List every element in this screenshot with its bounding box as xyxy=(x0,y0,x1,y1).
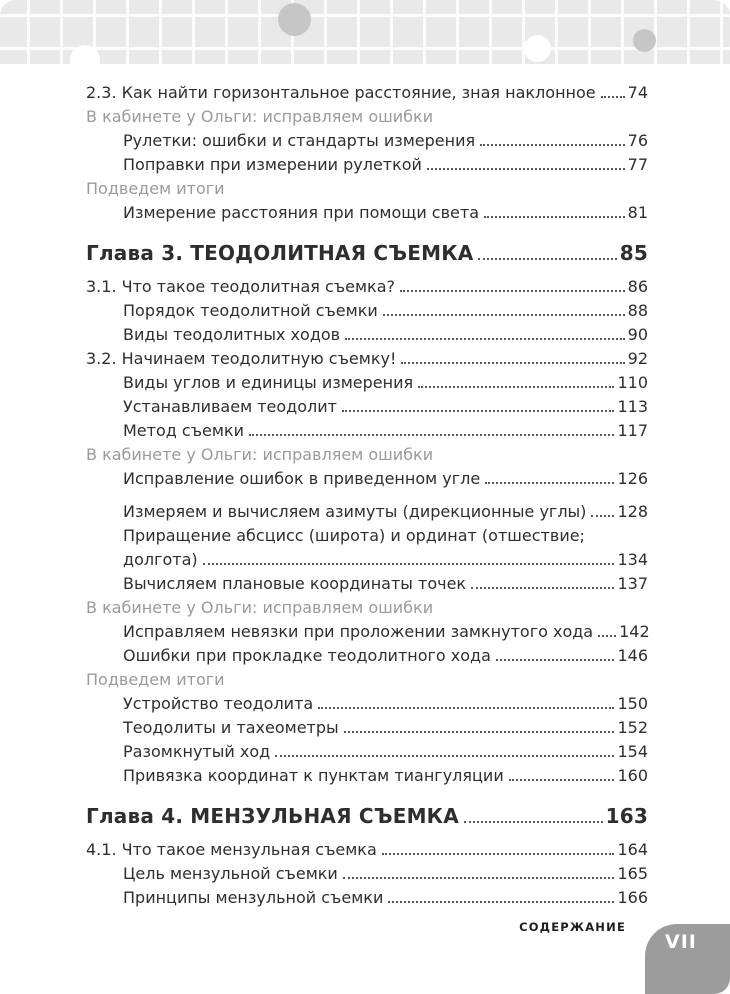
decor-circle-white-1 xyxy=(70,45,100,75)
dotted-leader xyxy=(382,853,615,855)
toc-section-label xyxy=(86,177,648,201)
toc-section-label xyxy=(86,668,648,692)
toc-entry-title-line1: Приращение абсцисс (широта) и ординат (отшествие; xyxy=(123,526,585,545)
toc-entry-title: Виды углов и единицы измерения xyxy=(123,373,414,392)
dotted-leader xyxy=(591,515,614,517)
toc-entry-page-number: 165 xyxy=(617,864,648,883)
toc-entry-page-number: 160 xyxy=(617,766,648,785)
dotted-leader xyxy=(598,635,616,637)
toc-entry-page-number: 74 xyxy=(627,83,648,102)
toc-chapter-title: Глава 3. ТЕОДОЛИТНАЯ СЪЕМКА xyxy=(86,241,474,265)
toc-entry-title: Измерение расстояния при помощи света xyxy=(123,203,479,222)
decor-circle-gray-2 xyxy=(633,29,656,52)
toc-entry xyxy=(86,716,648,740)
toc-section-label-text: В кабинете у Ольги: исправляем ошибки xyxy=(86,598,434,617)
dotted-leader xyxy=(401,362,624,364)
toc-entry-page-number: 88 xyxy=(627,301,648,320)
toc-entry xyxy=(86,129,648,153)
toc-section-label xyxy=(86,596,648,620)
toc-entry-page-number: 92 xyxy=(627,349,648,368)
toc-entry xyxy=(86,201,648,225)
toc-entry-page-number: 164 xyxy=(617,840,648,859)
toc-entry-title: Теодолиты и тахеометры xyxy=(123,718,339,737)
toc-entry-title: Разомкнутый ход xyxy=(123,742,271,761)
toc-entry-page-number: 142 xyxy=(619,622,650,641)
toc-entry-title: Метод съемки xyxy=(123,421,244,440)
toc-entry-title: Принципы мензульной съемки xyxy=(123,888,384,907)
toc-entry-page-number: 146 xyxy=(617,646,648,665)
toc-chapter-page-number: 85 xyxy=(619,241,648,265)
dotted-leader xyxy=(343,877,615,879)
toc-entry-page-number: 150 xyxy=(617,694,648,713)
toc-chapter-heading xyxy=(86,239,648,267)
toc-entry-page-number: 117 xyxy=(617,421,648,440)
dotted-leader xyxy=(388,901,614,903)
toc-section-label-text: Подведем итоги xyxy=(86,179,225,198)
toc-entry-title: Исправление ошибок в приведенном угле xyxy=(123,469,481,488)
toc-entry xyxy=(86,275,648,299)
toc-entry-page-number: 86 xyxy=(627,277,648,296)
toc-entry-title: Измеряем и вычисляем азимуты (дирекционные углы) xyxy=(123,502,587,521)
toc-entry-title: Исправляем невязки при проложении замкнутого хода xyxy=(123,622,594,641)
dotted-leader xyxy=(496,659,615,661)
toc-section-label xyxy=(86,443,648,467)
toc-entry-title: Ошибки при прокладке теодолитного хода xyxy=(123,646,491,665)
dotted-leader xyxy=(318,707,614,709)
toc-entry xyxy=(86,692,648,716)
toc-section-label xyxy=(86,105,648,129)
dotted-leader xyxy=(275,755,614,757)
dotted-leader xyxy=(484,216,625,218)
toc-entry xyxy=(86,838,648,862)
toc-entry-multiline xyxy=(86,524,648,572)
dotted-leader xyxy=(478,258,616,260)
toc-section-label-text: В кабинете у Ольги: исправляем ошибки xyxy=(86,445,434,464)
toc-entry xyxy=(86,347,648,371)
toc-entry-page-number: 77 xyxy=(627,155,648,174)
dotted-leader xyxy=(480,144,625,146)
toc-entry-title: Вычисляем плановые координаты точек xyxy=(123,574,467,593)
toc-chapter-title: Глава 4. МЕНЗУЛЬНАЯ СЪЕМКА xyxy=(86,804,459,828)
toc-entry-title: Рулетки: ошибки и стандарты измерения xyxy=(123,131,476,150)
dotted-leader xyxy=(400,290,625,292)
toc-entry-page-number: 137 xyxy=(617,574,648,593)
table-of-contents xyxy=(86,81,648,910)
dotted-leader xyxy=(344,731,615,733)
toc-chapter-heading xyxy=(86,802,648,830)
toc-chapter-page-number: 163 xyxy=(605,804,648,828)
toc-entry xyxy=(86,81,648,105)
toc-entry-page-number: 152 xyxy=(617,718,648,737)
dotted-leader xyxy=(427,168,625,170)
toc-entry xyxy=(86,572,648,596)
decor-circle-gray-1 xyxy=(278,3,311,36)
toc-section-label-text: В кабинете у Ольги: исправляем ошибки xyxy=(86,107,434,126)
toc-entry-title: Поправки при измерении рулеткой xyxy=(123,155,422,174)
toc-entry xyxy=(86,764,648,788)
toc-entry xyxy=(86,620,648,644)
toc-entry-title-line2: долгота) xyxy=(123,550,198,569)
toc-entry-title: Цель мензульной съемки xyxy=(123,864,338,883)
toc-entry-page-number: 113 xyxy=(617,397,648,416)
dotted-leader xyxy=(345,338,625,340)
toc-entry xyxy=(86,644,648,668)
toc-entry xyxy=(86,299,648,323)
toc-entry-page-number: 81 xyxy=(627,203,648,222)
toc-entry xyxy=(86,395,648,419)
decor-circle-white-2 xyxy=(524,35,551,62)
toc-entry xyxy=(86,886,648,910)
toc-entry xyxy=(86,467,648,491)
toc-entry xyxy=(86,500,648,524)
toc-entry-title: 4.1. Что такое мензульная съемка xyxy=(86,840,377,859)
toc-entry-page-number: 166 xyxy=(617,888,648,907)
toc-entry-title: Устанавливаем теодолит xyxy=(123,397,337,416)
dotted-leader xyxy=(383,314,625,316)
dotted-leader xyxy=(249,434,614,436)
toc-entry-title: 3.2. Начинаем теодолитную съемку! xyxy=(86,349,397,368)
toc-entry-page-number: 126 xyxy=(617,469,648,488)
toc-entry-title: 2.3. Как найти горизонтальное расстояние, зная наклонное xyxy=(86,83,596,102)
toc-entry xyxy=(86,862,648,886)
dotted-leader xyxy=(601,96,625,98)
toc-entry-title: 3.1. Что такое теодолитная съемка? xyxy=(86,277,395,296)
dotted-leader xyxy=(485,482,614,484)
footer-section-label: СОДЕРЖАНИЕ xyxy=(519,920,626,934)
toc-entry xyxy=(86,740,648,764)
dotted-leader xyxy=(342,410,614,412)
toc-entry-page-number: 76 xyxy=(627,131,648,150)
toc-entry-page-number: 90 xyxy=(627,325,648,344)
dotted-leader xyxy=(418,386,614,388)
dotted-leader xyxy=(464,821,603,823)
toc-entry-page-number: 134 xyxy=(617,550,648,569)
dotted-leader xyxy=(203,563,615,565)
toc-entry-page-number: 128 xyxy=(617,502,648,521)
toc-entry-page-number: 154 xyxy=(617,742,648,761)
page-number-tab xyxy=(645,924,730,994)
toc-entry xyxy=(86,371,648,395)
decorative-grid-band xyxy=(0,0,730,64)
dotted-leader xyxy=(509,779,615,781)
toc-section-label-text: Подведем итоги xyxy=(86,670,225,689)
toc-entry-page-number: 110 xyxy=(617,373,648,392)
dotted-leader xyxy=(471,587,614,589)
page-number: VII xyxy=(665,931,697,953)
toc-entry xyxy=(86,153,648,177)
toc-entry-title: Привязка координат к пунктам тиангуляции xyxy=(123,766,504,785)
toc-entry-title: Порядок теодолитной съемки xyxy=(123,301,378,320)
toc-entry xyxy=(86,323,648,347)
toc-entry xyxy=(86,419,648,443)
toc-entry-title: Устройство теодолита xyxy=(123,694,314,713)
toc-entry-title: Виды теодолитных ходов xyxy=(123,325,341,344)
